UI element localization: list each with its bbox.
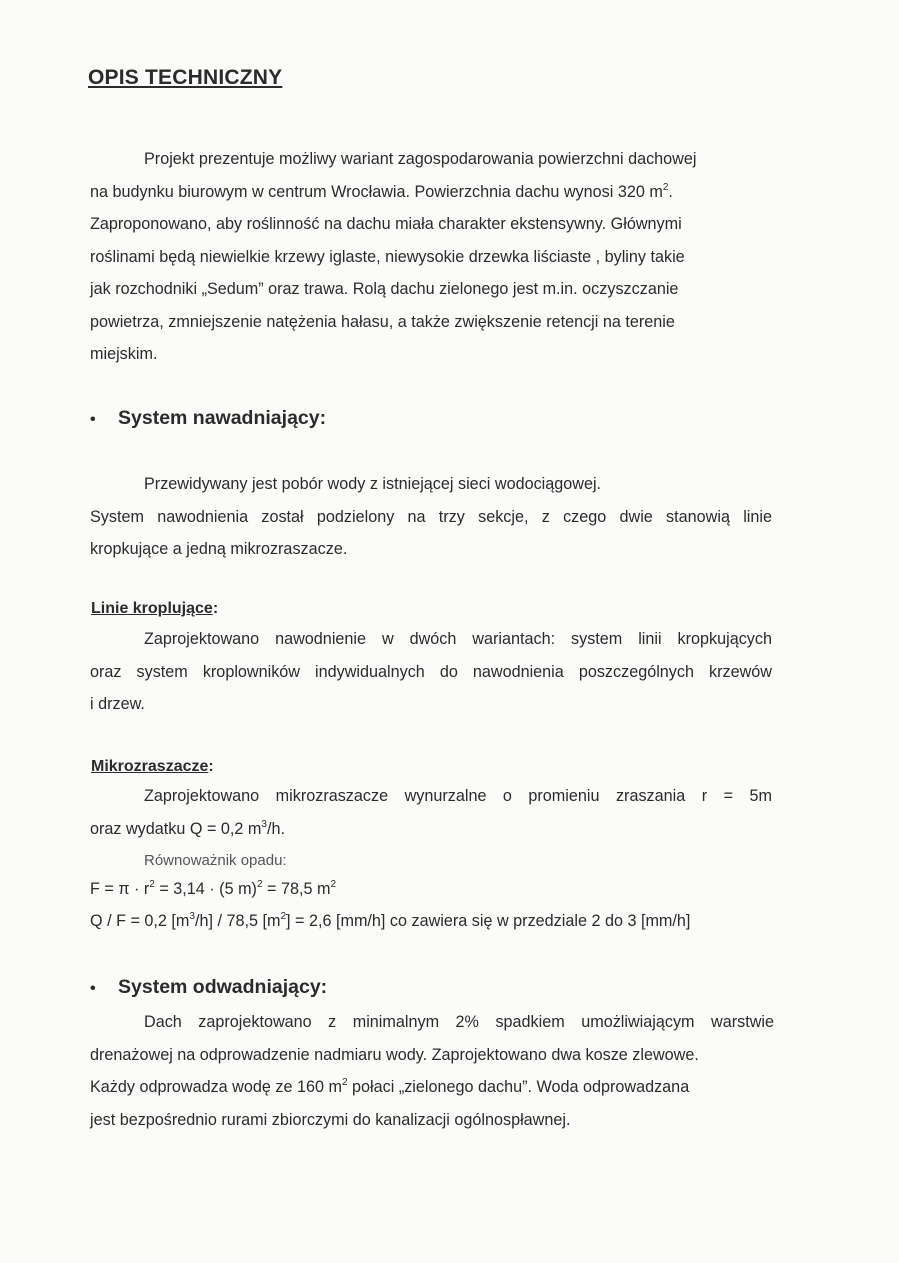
- drainage-paragraph: [90, 1006, 774, 1136]
- formula-area-part-3: = 78,5 m: [262, 880, 331, 898]
- formula-rate: [90, 905, 690, 937]
- intro-line-7: miejskim.: [90, 345, 158, 363]
- superscript: 2: [662, 181, 669, 193]
- intro-line-4: roślinami będą niewielkie krzewy iglaste, niewysokie drzewka liściaste , byliny takie: [90, 247, 685, 266]
- intro-line-2: [90, 176, 778, 209]
- intro-paragraph: [90, 143, 778, 371]
- formula-area: [90, 873, 336, 905]
- section-drainage-heading: [90, 976, 327, 999]
- intro-line-6: powietrza, zmniejszenie natężenia hałasu, a także zwiększenie retencji na terenie: [90, 312, 675, 331]
- drainage-line-1: [90, 1006, 774, 1039]
- superscript: 2: [330, 879, 337, 890]
- intro-line-2-text: na budynku biurowym w centrum Wrocławia. Powierzchnia dachu wynosi 320 m: [90, 182, 663, 201]
- superscript: 3: [261, 818, 267, 830]
- sprinklers-heading: [91, 758, 214, 776]
- intro-line-1-text: Projekt prezentuje możliwy wariant zagospodarowania powierzchni dachowej: [144, 150, 697, 168]
- drainage-line-3-text: Każdy odprowadza wodę ze 160 m: [90, 1078, 342, 1096]
- formula-rate-part-1: Q / F = 0,2 [m: [90, 912, 190, 930]
- drainage-line-1-text: Dach zaprojektowano z minimalnym 2% spadkiem umożliwiającym warstwie: [144, 1013, 774, 1031]
- formula-area-part-2: = 3,14 · (5 m): [154, 880, 257, 898]
- drip-line-2: oraz system kroplowników indywidualnych do nawodnienia poszczególnych krzewów: [90, 662, 772, 681]
- drainage-line-2: drenażowej na odprowadzenie nadmiaru wody. Zaprojektowano dwa kosze zlewowe.: [90, 1045, 699, 1064]
- sprinklers-line-2-text: oraz wydatku Q = 0,2 m: [90, 819, 262, 838]
- drip-line-3: i drzew.: [90, 695, 145, 713]
- drip-lines-colon: :: [212, 600, 219, 617]
- superscript: 2: [149, 879, 155, 890]
- drip-lines-paragraph: [90, 623, 772, 721]
- irrigation-line-2: System nawodnienia został podzielony na trzy sekcje, z czego dwie stanowią linie: [90, 507, 772, 526]
- intro-line-2-end: .: [668, 182, 673, 201]
- section-irrigation-title: System nawadniający:: [118, 407, 327, 429]
- drip-line-1: [90, 623, 772, 656]
- drip-lines-heading: [91, 600, 218, 618]
- drip-lines-title: Linie kroplujące: [91, 600, 213, 617]
- sprinklers-line-2: [90, 813, 772, 846]
- formula-rate-part-3: ] = 2,6 [mm/h] co zawiera się w przedziale 2 do 3 [mm/h]: [286, 912, 691, 930]
- irrigation-line-1-text: Przewidywany jest pobór wody z istniejącej sieci wodociągowej.: [144, 475, 602, 493]
- sprinklers-colon: :: [208, 758, 214, 775]
- section-irrigation-heading: [90, 407, 326, 430]
- intro-line-3: Zaproponowano, aby roślinność na dachu miała charakter ekstensywny. Głównymi: [90, 215, 682, 233]
- superscript: 2: [256, 879, 263, 890]
- formula-area-part-1: F = π · r: [90, 880, 150, 898]
- section-drainage-title: System odwadniający:: [118, 976, 328, 998]
- drip-line-1-text: Zaprojektowano nawodnienie w dwóch wariantach: system linii kropkujących: [144, 630, 772, 648]
- sprinklers-title: Mikrozraszacze: [91, 758, 209, 775]
- sprinklers-line-2-end: /h.: [266, 819, 285, 838]
- superscript: 3: [189, 911, 195, 922]
- drainage-line-3: [90, 1071, 774, 1104]
- drainage-line-4: jest bezpośrednio rurami zbiorczymi do kanalizacji ogólnospławnej.: [90, 1110, 571, 1129]
- irrigation-line-3: kropkujące a jedną mikrozraszacze.: [90, 540, 348, 558]
- sprinklers-paragraph: [90, 780, 772, 845]
- sprinklers-line-1: [90, 780, 772, 813]
- superscript: 2: [341, 1077, 348, 1088]
- superscript: 2: [280, 911, 287, 922]
- document-title: OPIS TECHNICZNY: [88, 66, 283, 89]
- bullet-icon: •: [90, 411, 96, 428]
- bullet-icon: •: [90, 980, 96, 997]
- sprinklers-line-1-text: Zaprojektowano mikrozraszacze wynurzalne o promieniu zraszania r = 5m: [144, 787, 772, 805]
- irrigation-paragraph: [90, 468, 772, 566]
- intro-line-5: jak rozchodniki „Sedum” oraz trawa. Rolą dachu zielonego jest m.in. oczyszczanie: [90, 280, 679, 298]
- drainage-line-3-end: połaci „zielonego dachu”. Woda odprowadzana: [347, 1078, 690, 1096]
- precipitation-label-text: Równoważnik opadu:: [144, 852, 287, 869]
- intro-line-1: [90, 143, 778, 176]
- formula-rate-part-2: /h] / 78,5 [m: [194, 912, 281, 930]
- irrigation-line-1: [90, 468, 772, 501]
